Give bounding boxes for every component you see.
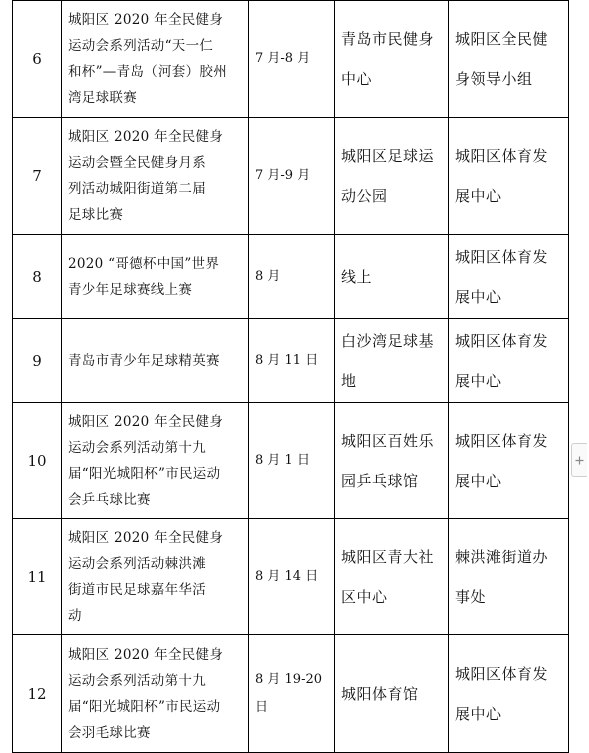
event-date-cell [249,235,335,319]
event-date-line: 8 月 1 日 [255,452,310,468]
event-organizer-line: 展中心 [455,187,502,205]
event-date-line: 8 月 [255,268,281,284]
event-name-line: 街道市民足球嘉年华活 [68,581,206,598]
event-date-cell [249,635,335,753]
event-name-line: 动 [68,607,82,624]
row-number-cell: 11 [13,519,62,635]
event-venue-cell [335,403,449,519]
table-row [13,635,569,753]
event-venue-line: 中心 [341,70,373,88]
event-organizer-line: 城阳区体育发 [455,147,549,165]
event-organizer-cell [449,403,569,519]
event-venue-line: 地 [341,371,357,390]
event-venue-cell [335,319,449,403]
event-date-line: 8 月 14 日 [255,568,319,584]
event-organizer-cell [449,635,569,753]
event-organizer-line: 展中心 [455,704,502,723]
plus-icon [575,456,584,465]
event-date-cell [249,319,335,403]
row-number-cell: 8 [13,235,62,319]
event-name-cell [62,635,249,753]
event-organizer-cell [449,118,569,235]
event-name-line: 届“阳光城阳杯”市民运动 [68,698,221,715]
event-venue-cell [335,235,449,319]
event-venue-line: 城阳区百姓乐 [341,431,435,450]
event-organizer-line: 展中心 [455,287,502,306]
row-number-cell: 10 [13,403,62,519]
table-row [13,319,569,403]
event-organizer-line: 城阳区体育发 [455,664,549,683]
event-organizer-line: 城阳区全民健 [455,30,549,48]
event-name-line: 青少年足球赛线上赛 [68,281,193,298]
event-name-line: 运动会系列活动第十九 [68,439,206,456]
event-organizer-line: 城阳区体育发 [455,247,549,266]
event-date-cell [249,519,335,635]
event-organizer-cell [449,235,569,319]
event-name-line: 2020 “哥德杯中国”世界 [68,255,220,272]
event-venue-cell [335,1,449,118]
event-name-line: 运动会系列活动第十九 [68,672,206,689]
event-organizer-line: 身领导小组 [455,70,533,88]
row-number-cell: 9 [13,319,62,403]
event-name-line: 城阳区 2020 年全民健身 [68,129,224,145]
event-name-line: 列活动城阳街道第二届 [68,181,206,197]
event-venue-line: 青岛市民健身 [341,30,435,48]
table-row [13,1,569,118]
expand-panel-button[interactable] [571,443,587,477]
event-name-line: 城阳区 2020 年全民健身 [68,646,224,663]
event-name-cell [62,118,249,235]
event-name-line: 湾足球联赛 [68,90,137,106]
event-date-cell [249,403,335,519]
event-venue-line: 城阳体育馆 [341,684,419,703]
event-name-line: 运动会系列活动“天一仁 [68,38,214,54]
event-venue-line: 园乒乓球馆 [341,471,419,490]
table-row [13,235,569,319]
event-date-cell [249,1,335,118]
event-venue-cell [335,635,449,753]
event-name-line: 和杯”—青岛（河套）胶州 [68,64,228,80]
event-name-cell [62,519,249,635]
event-date-line: 8 月 11 日 [255,352,319,368]
table-row [13,118,569,235]
schedule-table-body [13,1,569,753]
event-organizer-cell [449,1,569,118]
event-name-line: 届“阳光城阳杯”市民运动 [68,465,221,482]
row-number-cell: 12 [13,635,62,753]
event-name-line: 城阳区 2020 年全民健身 [68,529,224,546]
event-name-line: 会乒乓球比赛 [68,491,151,508]
event-name-line: 足球比赛 [68,207,124,223]
event-organizer-line: 棘洪滩街道办 [455,547,549,566]
event-venue-line: 区中心 [341,587,388,606]
event-organizer-line: 事处 [455,587,487,606]
event-name-cell [62,319,249,403]
event-venue-line: 城阳区足球运 [341,147,435,165]
event-date-line: 日 [255,699,269,715]
row-number-cell: 7 [13,118,62,235]
event-date-cell [249,118,335,235]
event-name-line: 城阳区 2020 年全民健身 [68,12,224,28]
event-schedule-table [12,0,569,753]
row-number-cell: 6 [13,1,62,118]
event-date-line: 7 月-9 月 [255,168,311,183]
event-name-cell [62,235,249,319]
event-name-cell [62,1,249,118]
table-row [13,403,569,519]
event-venue-cell [335,118,449,235]
event-name-line: 运动会暨全民健身月系 [68,155,206,171]
event-venue-cell [335,519,449,635]
event-venue-line: 城阳区青大社 [341,547,435,566]
event-organizer-cell [449,319,569,403]
event-name-line: 会羽毛球比赛 [68,724,151,741]
schedule-table-container [12,0,568,753]
event-name-line: 城阳区 2020 年全民健身 [68,413,224,430]
event-organizer-cell [449,519,569,635]
event-organizer-line: 展中心 [455,371,502,390]
event-name-cell [62,403,249,519]
event-name-line: 运动会系列活动棘洪滩 [68,555,206,572]
event-venue-line: 动公园 [341,187,388,205]
event-organizer-line: 展中心 [455,471,502,490]
event-venue-line: 线上 [341,267,373,286]
event-organizer-line: 城阳区体育发 [455,431,549,450]
event-date-line: 7 月-8 月 [255,51,311,66]
event-organizer-line: 城阳区体育发 [455,331,549,350]
event-name-line: 青岛市青少年足球精英赛 [68,352,220,369]
event-venue-line: 白沙湾足球基 [341,331,435,350]
table-row [13,519,569,635]
event-date-line: 8 月 19-20 [255,671,323,687]
